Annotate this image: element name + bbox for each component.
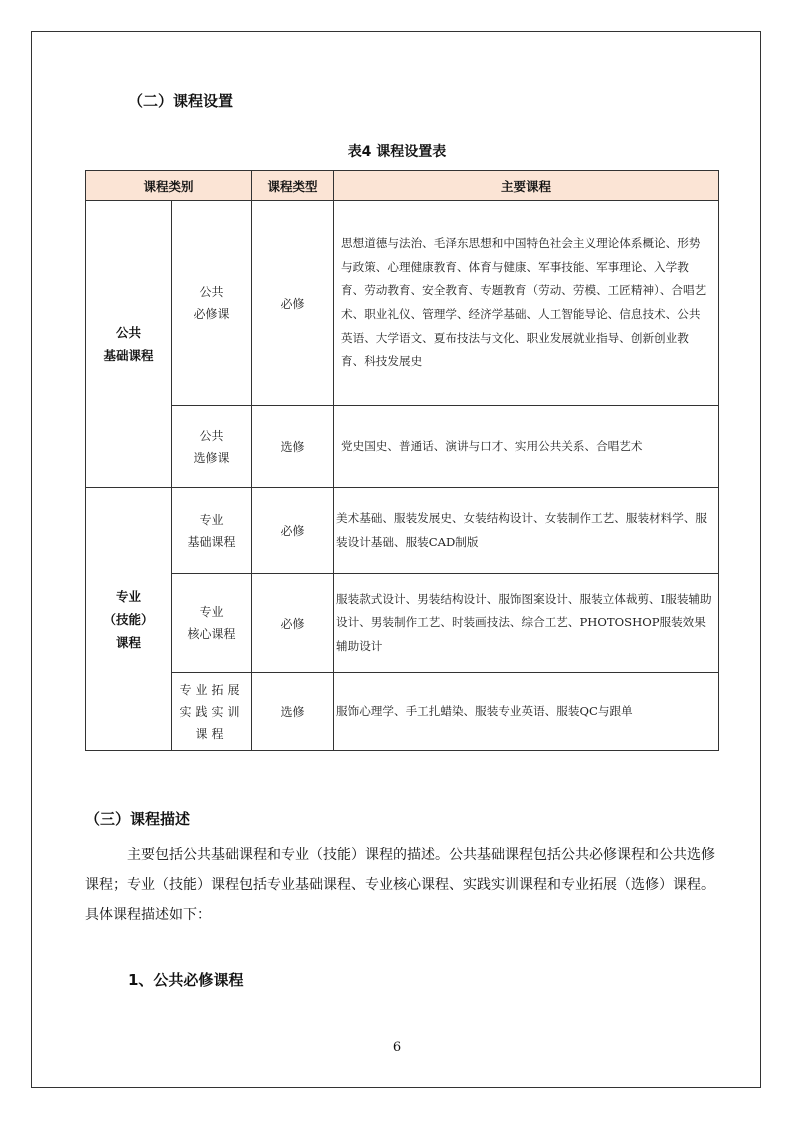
section-heading-course-description: （三）课程描述 [85, 810, 191, 828]
subsection-heading-public-required: 1、公共必修课程 [128, 971, 244, 989]
table-caption: 表4 课程设置表 [347, 144, 447, 160]
course-table [85, 170, 719, 751]
header-course-category: 课程类别 [86, 171, 252, 201]
header-main-courses: 主要课程 [334, 171, 719, 201]
table-row [86, 201, 719, 406]
subcategory-cell: 公共 选修课 [172, 406, 252, 488]
table-row [86, 673, 719, 751]
table-row [86, 488, 719, 574]
subcategory-cell: 公共 必修课 [172, 201, 252, 406]
header-course-type: 课程类型 [252, 171, 334, 201]
course-type-cell: 必修 [252, 201, 334, 406]
subcategory-cell: 专业拓展 实践实训 课程 [172, 673, 252, 751]
category-cell: 专业 （技能） 课程 [86, 488, 172, 751]
main-courses-cell: 思想道德与法治、毛泽东思想和中国特色社会主义理论体系概论、形势与政策、心理健康教育、体育与健康、军事技能、军事理论、入学教育、劳动教育、安全教育、专题教育（劳动、劳模、工匠精神）、合唱艺术、职业礼仪、管理学、经济学基础、人工智能导论、信息技术、公共英语、大学语文、夏布技法与文化、职业发展就业指导、创新创业教育、科技发展史 [334, 201, 719, 406]
section-heading-course-setup: （二）课程设置 [128, 92, 234, 110]
table-header-row [86, 171, 719, 201]
course-type-cell: 必修 [252, 488, 334, 574]
course-type-cell: 选修 [252, 673, 334, 751]
table-row [86, 574, 719, 673]
subcategory-cell: 专业 基础课程 [172, 488, 252, 574]
main-courses-cell: 党史国史、普通话、演讲与口才、实用公共关系、合唱艺术 [334, 406, 719, 488]
main-courses-cell: 美术基础、服装发展史、女装结构设计、女装制作工艺、服装材料学、服装设计基础、服装CAD制版 [334, 488, 719, 574]
category-cell: 公共 基础课程 [86, 201, 172, 488]
page-number: 6 [392, 1040, 402, 1055]
subcategory-cell: 专业 核心课程 [172, 574, 252, 673]
table-row [86, 406, 719, 488]
course-type-cell: 选修 [252, 406, 334, 488]
course-type-cell: 必修 [252, 574, 334, 673]
main-courses-cell: 服饰心理学、手工扎蜡染、服装专业英语、服装QC与跟单 [334, 673, 719, 751]
course-description-paragraph: 主要包括公共基础课程和专业（技能）课程的描述。公共基础课程包括公共必修课程和公共选修课程；专业（技能）课程包括专业基础课程、专业核心课程、实践实训课程和专业拓展（选修）课程。具体课程描述如下： [85, 847, 715, 923]
main-courses-cell: 服装款式设计、男装结构设计、服饰图案设计、服装立体裁剪、I服装辅助设计、男装制作工艺、时装画技法、综合工艺、PHOTOSHOP服装效果辅助设计 [334, 574, 719, 673]
